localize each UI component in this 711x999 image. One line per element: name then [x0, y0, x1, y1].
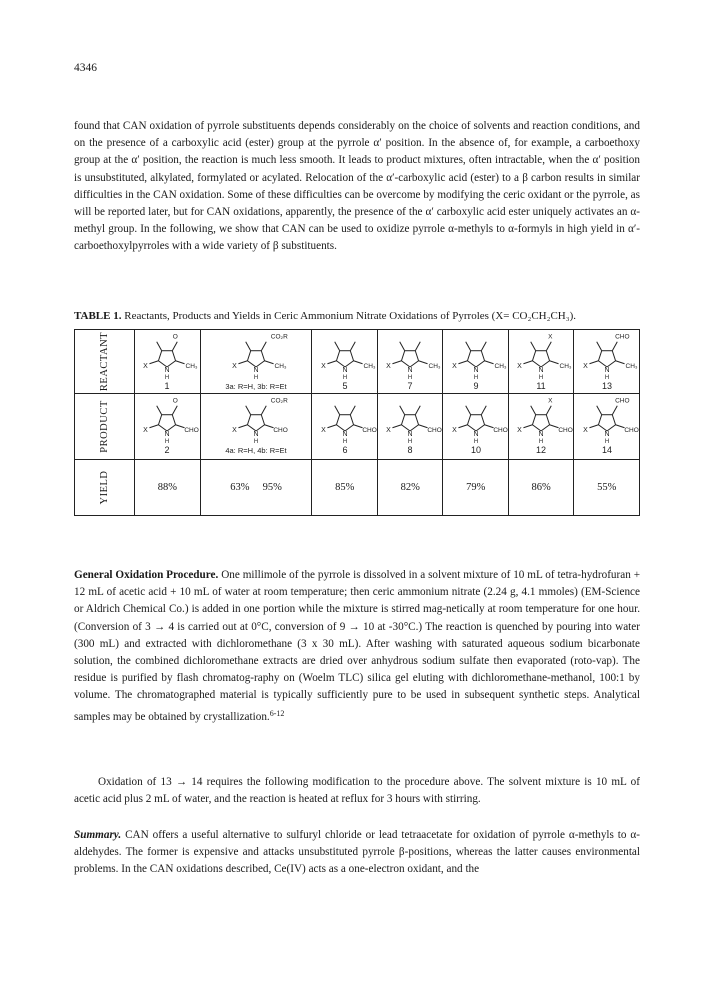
- hydrogen-label: H: [473, 438, 478, 445]
- pyrrole-structure-diagram: [201, 332, 311, 392]
- reactant-cell: [443, 330, 508, 394]
- nitrogen-label: N: [407, 366, 413, 374]
- ester-x-label: X: [232, 426, 237, 434]
- bond-line: [248, 414, 251, 424]
- nitrogen-label: N: [253, 366, 259, 374]
- nitrogen-label: N: [604, 366, 610, 374]
- bond-line: [550, 424, 559, 427]
- yield-cell: 82%: [377, 460, 442, 516]
- bond-line: [598, 414, 601, 424]
- hydrogen-label: H: [253, 374, 259, 381]
- bond-line: [612, 414, 615, 424]
- compound-number-label: 5: [342, 380, 348, 391]
- bond-line: [265, 424, 274, 427]
- bond-line: [419, 424, 428, 427]
- hydrogen-label: H: [604, 374, 609, 381]
- reactant-cell: [200, 330, 312, 394]
- bond-line: [246, 405, 251, 414]
- methyl-label: CH₃: [494, 362, 507, 370]
- table-caption-text: Reactants, Products and Yields in Ceric Ammonium Nitrate Oxidations of Pyrroles (X= CO₂CH₂CH₃).: [124, 310, 576, 322]
- methyl-label: CH₃: [559, 362, 572, 370]
- bond-line: [415, 414, 418, 424]
- product-cell: [443, 394, 508, 460]
- bond-line: [334, 341, 339, 350]
- bond-line: [327, 360, 336, 363]
- bond-line: [546, 414, 549, 424]
- ester-x-label: X: [548, 333, 553, 341]
- bond-line: [336, 414, 339, 424]
- pyrrole-structure-diagram: [575, 332, 639, 392]
- compound-number-label: 11: [536, 380, 546, 391]
- ester-x-label: X: [386, 426, 391, 434]
- bond-line: [458, 424, 467, 427]
- formyl-label: CHO: [558, 426, 573, 434]
- yield-cell: 63% 95%: [200, 460, 312, 516]
- ester-x-label: X: [320, 362, 326, 370]
- bond-line: [465, 405, 470, 414]
- paragraph-oxidation-note: Oxidation of 13 → 14 requires the following modification to the procedure above. The solvent mixture is 10 mL of acetic acid plus 2 mL of water, and the reaction is heated at reflux for 3 hours with stirring.: [74, 776, 640, 806]
- product-row: [75, 394, 640, 460]
- bond-line: [484, 424, 493, 427]
- compound-number-label: 13: [601, 380, 612, 391]
- pyrrole-structure-diagram: [509, 332, 573, 392]
- bond-line: [246, 341, 251, 350]
- bond-line: [393, 360, 402, 363]
- product-cell: [200, 394, 312, 460]
- bond-line: [157, 405, 162, 414]
- reactant-row: [75, 330, 640, 394]
- bond-line: [596, 405, 601, 414]
- product-cell: [508, 394, 573, 460]
- bond-line: [484, 360, 493, 363]
- bond-line: [176, 360, 185, 363]
- pyrrole-structure-diagram: [135, 332, 199, 392]
- oxygen-label: O: [173, 333, 179, 341]
- pyrrole-structure-diagram: [135, 396, 199, 458]
- hydrogen-label: H: [165, 374, 170, 381]
- procedure-heading: General Oxidation Procedure.: [74, 569, 219, 581]
- product-cell: [312, 394, 377, 460]
- bond-line: [589, 360, 598, 363]
- table-caption: [74, 310, 576, 322]
- bond-line: [546, 341, 551, 350]
- bond-line: [589, 424, 598, 427]
- hydrogen-label: H: [342, 438, 347, 445]
- summary-heading: Summary.: [74, 829, 122, 841]
- methyl-label: CH₃: [363, 362, 376, 370]
- ester-x-label: X: [451, 426, 457, 434]
- bond-line: [531, 405, 536, 414]
- bond-line: [415, 341, 420, 350]
- bond-line: [150, 360, 159, 363]
- bond-line: [327, 424, 336, 427]
- bond-line: [350, 414, 353, 424]
- bond-line: [465, 341, 470, 350]
- bond-line: [615, 360, 624, 363]
- bond-line: [400, 341, 405, 350]
- compound-number-label: 6: [342, 444, 348, 455]
- compound-number-label: 4a: R=H, 4b: R=Et: [225, 445, 287, 455]
- bond-line: [612, 341, 617, 350]
- compound-number-label: 12: [536, 444, 547, 455]
- bond-line: [336, 350, 339, 360]
- nitrogen-label: N: [342, 430, 348, 438]
- bond-line: [415, 350, 418, 360]
- methyl-label: CH₃: [185, 362, 198, 370]
- ester-x-label: X: [582, 362, 588, 370]
- bond-line: [402, 350, 405, 360]
- yield-cell: 79%: [443, 460, 508, 516]
- nitrogen-label: N: [538, 430, 544, 438]
- ester-x-label: X: [143, 426, 149, 434]
- oxygen-label: O: [173, 397, 179, 405]
- formyl-label: CHO: [614, 333, 630, 341]
- bond-line: [419, 360, 428, 363]
- bond-line: [546, 350, 549, 360]
- bond-line: [524, 360, 533, 363]
- pyrrole-structure-diagram: [509, 396, 573, 458]
- hydrogen-label: H: [342, 374, 347, 381]
- bond-line: [612, 405, 617, 414]
- product-cell: [574, 394, 640, 460]
- yield-cell: 88%: [135, 460, 200, 516]
- bond-line: [261, 350, 264, 360]
- ester-x-label: X: [232, 362, 237, 370]
- bond-line: [402, 414, 405, 424]
- product-cell: [135, 394, 200, 460]
- hydrogen-label: H: [408, 374, 413, 381]
- nitrogen-label: N: [253, 430, 259, 438]
- compound-number-label: 14: [601, 444, 612, 455]
- nitrogen-label: N: [342, 366, 348, 374]
- bond-line: [334, 405, 339, 414]
- reactant-cell: [508, 330, 573, 394]
- table-label: TABLE 1.: [74, 310, 122, 322]
- bond-line: [467, 350, 470, 360]
- hydrogen-label: H: [165, 438, 170, 445]
- reference-superscript: 6-12: [269, 708, 285, 718]
- hydrogen-label: H: [604, 438, 609, 445]
- bond-line: [524, 424, 533, 427]
- compound-number-label: 3a: R=H, 3b: R=Et: [225, 381, 287, 391]
- bond-line: [550, 360, 559, 363]
- bond-line: [261, 341, 266, 350]
- paragraph-procedure: [74, 567, 640, 726]
- nitrogen-label: N: [164, 366, 170, 374]
- bond-line: [150, 424, 159, 427]
- procedure-text: One millimole of the pyrrole is dissolved in a solvent mixture of 10 mL of tetra-hydrofuran + 12 mL of acetic acid + 10 mL of water at room temperature; then ceric ammonium nitrate (2.24 g, 4.1 mmoles) (EM-Science or Aldrich Chemical Co.) is added in one portion while the mixture is stirred mag-netically at room temperature for one hour. (Conversion of 3 → 4 is carried out at 0°C, conversion of 9 → 10 at -30°C.) The reaction is quenched by pouring into water (300 mL) and extracted with dichloromethane (3 x 30 mL). After washing with saturated aqueous sodium bicarbonate solution, the combined dichloromethane extracts are dried over anhydrous sodium sulfate then evaporated (roto-vap). The residue is purified by flash chromatog-raphy on (Woelm TLC) silica gel eluting with dichloromethane-methanol, 100:1 by volume. The chromatographed material is typically sufficiently pure to be used in subsequent synthetic steps. Analytical samples may be obtained by crystallization.: [74, 569, 641, 723]
- nitrogen-label: N: [473, 366, 479, 374]
- yield-cell: 85%: [312, 460, 377, 516]
- hydrogen-label: H: [539, 438, 544, 445]
- methyl-label: CH₃: [625, 362, 638, 370]
- hydrogen-label: H: [473, 374, 478, 381]
- bond-line: [173, 341, 178, 350]
- ester-x-label: X: [517, 426, 522, 434]
- bond-line: [481, 405, 486, 414]
- formyl-label: CHO: [184, 426, 200, 434]
- reaction-table: [74, 329, 640, 516]
- formyl-label: CHO: [427, 426, 442, 434]
- reactant-cell: [135, 330, 200, 394]
- bond-line: [531, 341, 536, 350]
- ester-x-label: X: [582, 426, 588, 434]
- formyl-label: CHO: [624, 426, 639, 434]
- bond-line: [353, 360, 362, 363]
- bond-line: [173, 350, 176, 360]
- bond-line: [350, 350, 353, 360]
- pyrrole-structure-diagram: [444, 396, 508, 458]
- compound-number-label: 10: [470, 444, 481, 455]
- bond-line: [261, 414, 264, 424]
- bond-line: [458, 360, 467, 363]
- bond-line: [265, 360, 274, 363]
- ester-x-label: X: [517, 362, 522, 370]
- pyrrole-structure-diagram: [575, 396, 639, 458]
- ester-side-chain-label: CO₂R: [270, 397, 288, 405]
- pyrrole-structure-diagram: [313, 332, 377, 392]
- formyl-label: CHO: [493, 426, 508, 434]
- bond-line: [481, 350, 484, 360]
- bond-line: [239, 424, 248, 427]
- bond-line: [533, 414, 536, 424]
- nitrogen-label: N: [473, 430, 479, 438]
- bond-line: [248, 350, 251, 360]
- bond-line: [400, 405, 405, 414]
- pyrrole-structure-diagram: [378, 396, 442, 458]
- compound-number-label: 9: [473, 380, 479, 391]
- formyl-label: CHO: [273, 426, 288, 434]
- ester-x-label: X: [386, 362, 391, 370]
- hydrogen-label: H: [408, 438, 413, 445]
- methyl-label: CH₃: [274, 362, 287, 370]
- bond-line: [415, 405, 420, 414]
- bond-line: [598, 350, 601, 360]
- paragraph-summary: [74, 827, 640, 879]
- bond-line: [353, 424, 362, 427]
- nitrogen-label: N: [407, 430, 413, 438]
- ester-x-label: X: [451, 362, 457, 370]
- nitrogen-label: N: [538, 366, 544, 374]
- compound-number-label: 2: [164, 444, 170, 455]
- bond-line: [467, 414, 470, 424]
- reactant-cell: [377, 330, 442, 394]
- pyrrole-structure-diagram: [201, 396, 311, 458]
- bond-line: [159, 414, 162, 424]
- bond-line: [481, 414, 484, 424]
- nitrogen-label: N: [164, 430, 170, 438]
- pyrrole-structure-diagram: [444, 332, 508, 392]
- bond-line: [481, 341, 486, 350]
- bond-line: [173, 414, 176, 424]
- bond-line: [615, 424, 624, 427]
- bond-line: [533, 350, 536, 360]
- methyl-label: CH₃: [428, 362, 441, 370]
- bond-line: [612, 350, 615, 360]
- page-number: 4346: [74, 62, 97, 74]
- yield-cell: 86%: [508, 460, 573, 516]
- row-header-product: PRODUCT: [99, 400, 111, 453]
- hydrogen-label: H: [539, 374, 544, 381]
- pyrrole-structure-diagram: [313, 396, 377, 458]
- bond-line: [596, 341, 601, 350]
- bond-line: [176, 424, 185, 427]
- bond-line: [239, 360, 248, 363]
- hydrogen-label: H: [253, 438, 259, 445]
- row-header-yield: YIELD: [99, 470, 111, 505]
- formyl-label: CHO: [614, 397, 630, 405]
- bond-line: [261, 405, 266, 414]
- reactant-cell: [312, 330, 377, 394]
- ester-x-label: X: [143, 362, 149, 370]
- formyl-label: CHO: [362, 426, 377, 434]
- ester-side-chain-label: CO₂R: [270, 333, 288, 341]
- bond-line: [159, 350, 162, 360]
- compound-number-label: 1: [164, 380, 170, 391]
- bond-line: [393, 424, 402, 427]
- ester-x-label: X: [548, 397, 553, 405]
- ester-x-label: X: [320, 426, 326, 434]
- yield-row: [75, 460, 640, 516]
- product-cell: [377, 394, 442, 460]
- reactant-cell: [574, 330, 640, 394]
- compound-number-label: 8: [407, 444, 413, 455]
- bond-line: [350, 341, 355, 350]
- bond-line: [173, 405, 178, 414]
- summary-text: CAN offers a useful alternative to sulfuryl chloride or lead tetraacetate for oxidation of pyrrole α-methyls to α-aldehydes. The former is expensive and attacks unsubstituted pyrrole β-positions, whereas the latter causes environmental problems. In the CAN oxidations described, Ce(IV) acts as a one-electron oxidant, and the: [74, 829, 641, 876]
- nitrogen-label: N: [604, 430, 610, 438]
- bond-line: [350, 405, 355, 414]
- pyrrole-structure-diagram: [378, 332, 442, 392]
- row-header-reactant: REACTANT: [99, 331, 111, 392]
- bond-line: [157, 341, 162, 350]
- bond-line: [546, 405, 551, 414]
- yield-cell: 55%: [574, 460, 640, 516]
- compound-number-label: 7: [407, 380, 413, 391]
- paragraph-intro: found that CAN oxidation of pyrrole substituents depends considerably on the choice of solvents and reaction conditions, and on the presence of a carboxylic acid (ester) group at the pyrrole α′ position. In the absence of, for example, a carboethoxy group at the α′ position, the reaction is much less smooth. It leads to product mixtures, often intractable, when the α′ position is unsubstituted, alkylated, formylated or acylated. Relocation of the α′-carboxylic acid (ester) to a β carbon results in similar difficulties in the CAN oxidation. Some of these difficulties can be overcome by modifying the ceric oxidant or the pyrrole, as will be reported later, but for CAN oxidations, apparently, the presence of the α′ carboxylic acid ester uniquely activates an α-methyl group. In the following, we show that CAN can be used to oxidize pyrrole α-methyls to α-formyls in high yield in α′-carboethoxylpyrroles with a wide variety of β substituents.: [74, 120, 640, 253]
